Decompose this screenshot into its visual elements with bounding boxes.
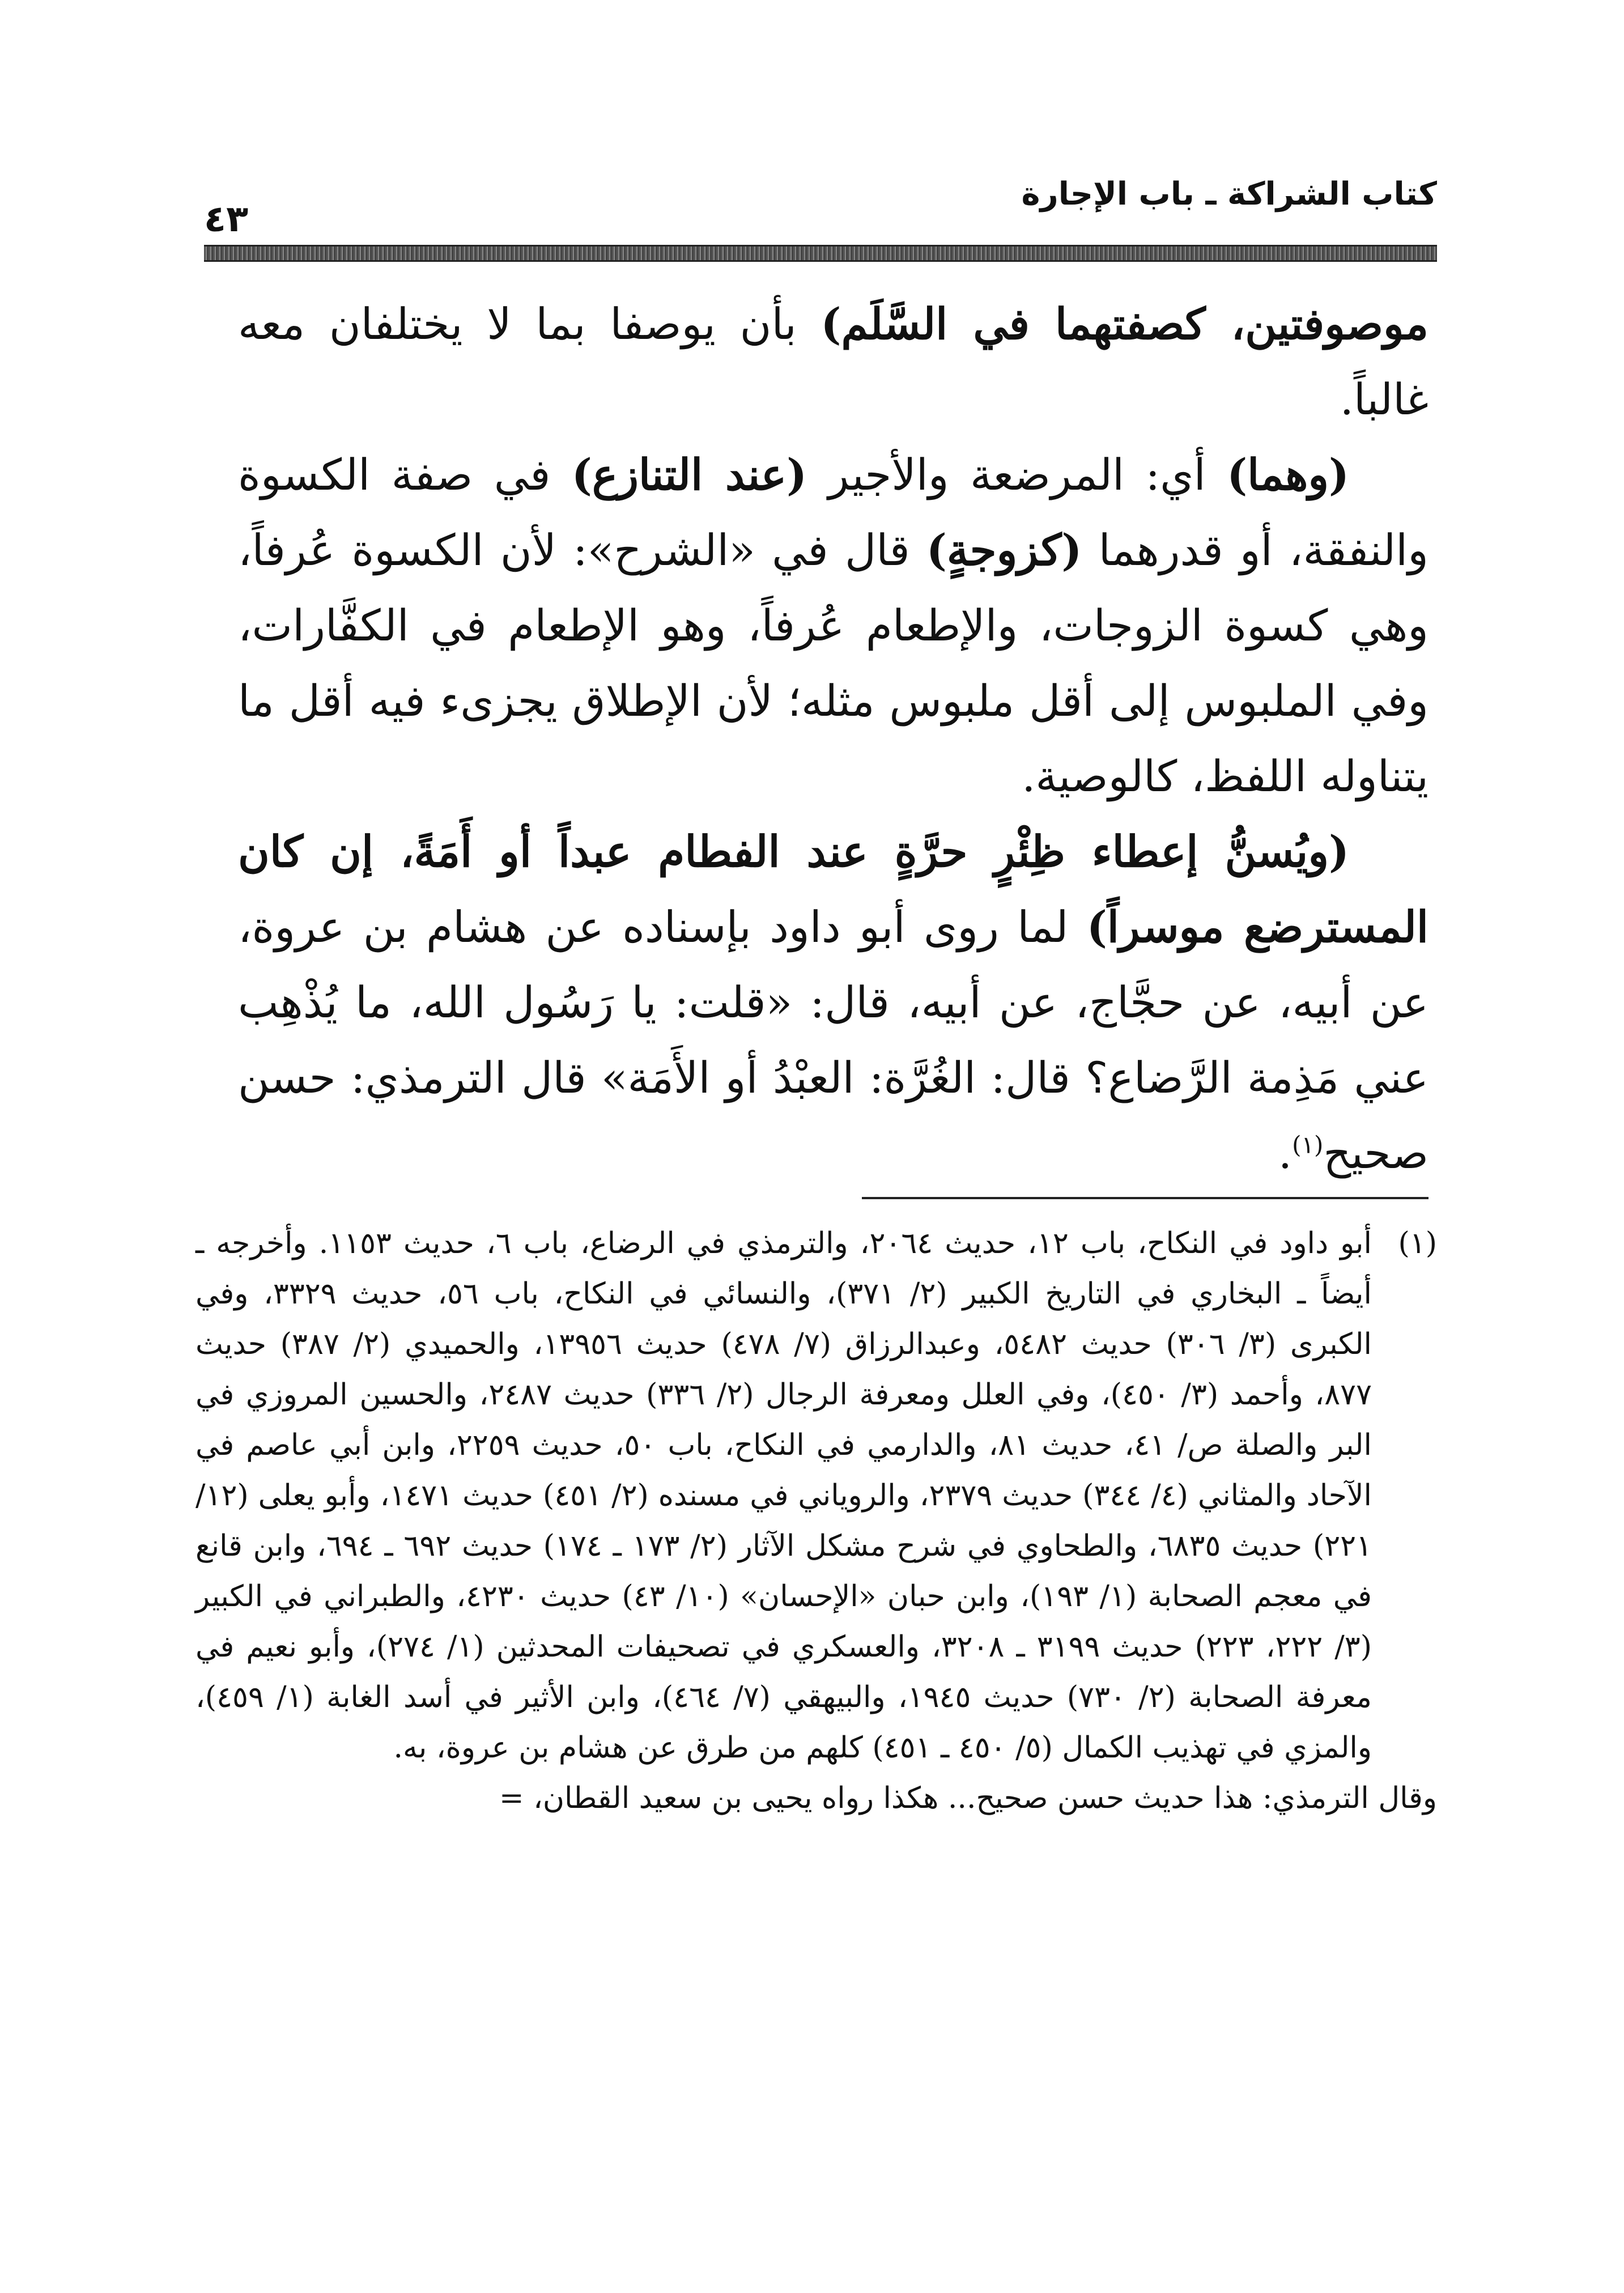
footnote-text: أبو داود في النكاح، باب ١٢، حديث ٢٠٦٤، والترمذي في الرضاع، باب ٦، حديث ١١٥٣. وأخرجه ـ أيضاً ـ البخاري في التاريخ الكبير (٢/ ٣٧١)، والنسائي في النكاح، باب ٥٦، حديث ٣٣٢٩، وفي الكبرى (٣/ ٣٠٦) حديث ٥٤٨٢، وعبدالرزاق (٧/ ٤٧٨) حديث ١٣٩٥٦، والحميدي (٢/ ٣٨٧) حديث ٨٧٧، وأحمد (٣/ ٤٥٠)، وفي العلل ومعرفة الرجال (٢/ ٣٣٦) حديث ٢٤٨٧، والحسين المروزي في البر والصلة ص/ ٤١، حديث ٨١، والدارمي في النكاح، باب ٥٠، حديث ٢٢٥٩، وابن أبي عاصم في الآحاد والمثاني (٤/ ٣٤٤) حديث ٢٣٧٩، والروياني في مسنده (٢/ ٤٥١) حديث ١٤٧١، وأبو يعلى (١٢/ ٢٢١) حديث ٦٨٣٥، والطحاوي في شرح مشكل الآثار (٢/ ١٧٣ ـ ١٧٤) حديث ٦٩٢ ـ ٦٩٤، وابن قانع في معجم الصحابة (١/ ١٩٣)، وابن حبان «الإحسان» (١٠/ ٤٣) حديث ٤٢٣٠، والطبراني في الكبير (٣/ ٢٢٢، ٢٢٣) حديث ٣١٩٩ ـ ٣٢٠٨، والعسكري في تصحيفات المحدثين (١/ ٢٧٤)، وأبو نعيم في معرفة الصحابة (٢/ ٧٣٠) حديث ١٩٤٥، والبيهقي (٧/ ٤٦٤)، وابن الأثير في أسد الغابة (١/ ٤٥٩)، والمزي في تهذيب الكمال (٥/ ٤٥٠ ـ ٤٥١) كلهم من طرق عن هشام بن عروة، به. [195,1226,1372,1765]
header-rule [204,245,1437,262]
commentary-text: لما روى أبو داود بإسناده عن هشام بن عروة، عن أبيه، عن حجَّاج، عن أبيه، قال: «قلت: يا رَسُول الله، ما يُذْهِب عني مَذِمة الرَّضاع؟ قال: الغُرَّة: العبْدُ أو الأَمَة» قال الترمذي: حسن صحيح [238,902,1429,1178]
running-header [204,170,1437,249]
commentary-text: قال في «الشرح»: لأن الكسوة عُرفاً، وهي كسوة الزوجات، والإطعام عُرفاً، وهو الإطعام في الكفَّارات، وفي الملبوس إلى أقل ملبوس مثله؛ لأن الإطلاق يجزىء فيه أقل ما يتناوله اللفظ، كالوصية. [238,525,1429,801]
footnote-number: (١) [1398,1226,1437,1260]
commentary-text: في صفة الكسوة والنفقة، أو قدرهما [238,449,1429,575]
main-text [238,286,1429,1191]
paragraph-3 [238,814,1429,1191]
matn-text: (ويُسنُّ إعطاء ظِئْرٍ حرَّةٍ عند الفطام عبداً أو أَمَةً، إن كان المسترضع موسراً) [238,826,1429,952]
footnote-separator [862,1197,1429,1199]
footnote-continuation: وقال الترمذي: هذا حديث حسن صحيح... هكذا رواه يحيى بن سعيد القطان، = [499,1781,1437,1815]
matn-text: موصوفتين، كصفتهما في السَّلَم) [820,299,1429,349]
footnote-reference[interactable]: (١) [1292,1131,1324,1159]
commentary-text: بأن يوصفا بما لا يختلفان معه غالباً. [238,299,1429,424]
paragraph-2 [238,437,1429,814]
matn-text: (وهما) [1227,449,1350,500]
commentary-text: أي: المرضعة والأجير [807,449,1227,500]
footnotes [195,1218,1437,1824]
chapter-title: كتاب الشراكة ـ باب الإجارة [1021,176,1437,213]
footnote-1 [195,1218,1437,1773]
matn-text: (كزوجةٍ) [926,525,1082,575]
sentence-end: . [1278,1128,1293,1178]
matn-text: (عند التنازع) [571,449,807,500]
page-number: ٤٣ [204,198,249,240]
paragraph-1 [238,286,1429,437]
